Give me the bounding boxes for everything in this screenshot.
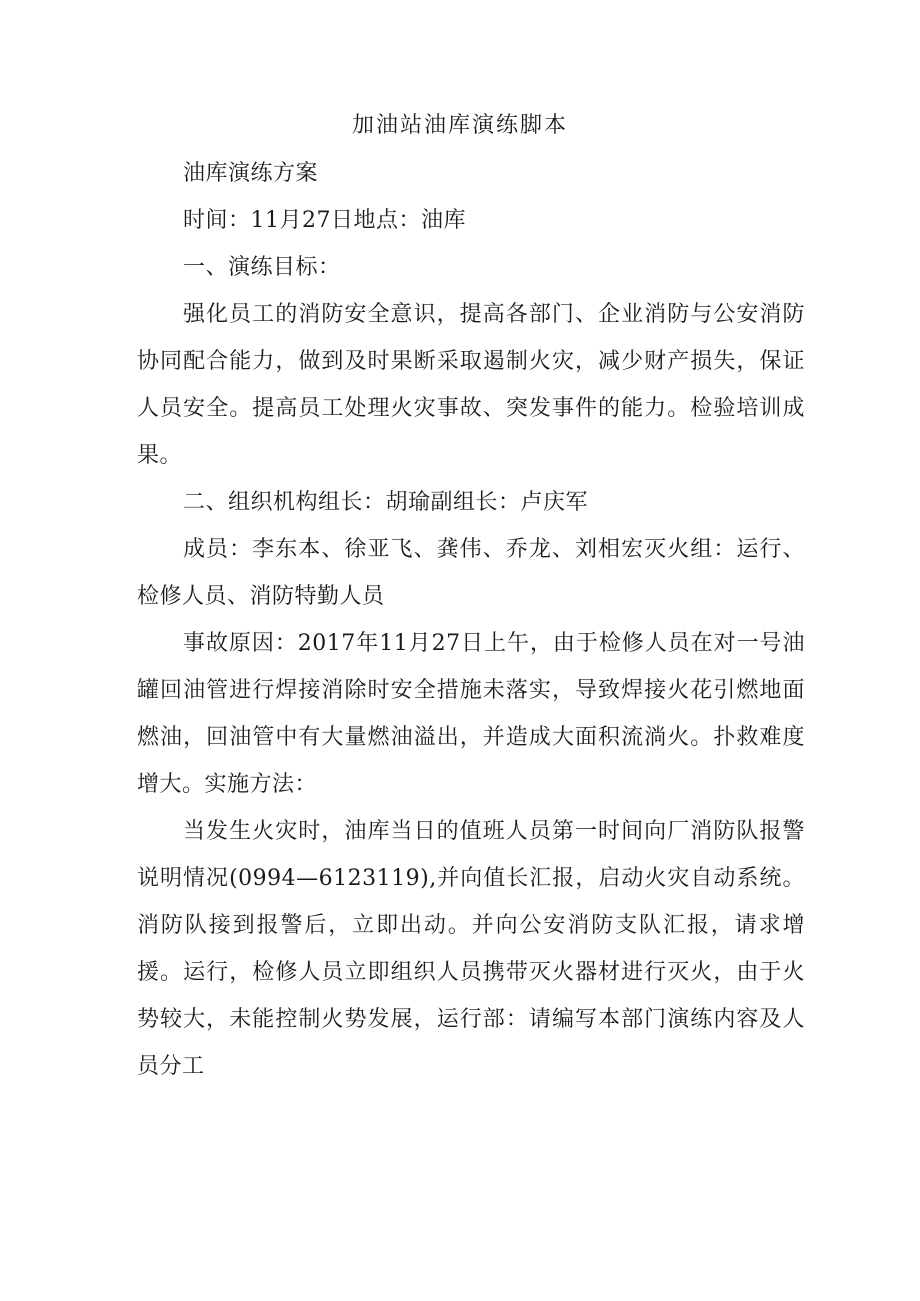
paragraph-accident-cause: 事故原因：2017年11月27日上午，由于检修人员在对一号油罐回油管进行焊接消除时安全措施未落实，导致焊接火花引燃地面燃油，回油管中有大量燃油溢出，并造成大面积流淌火。扑救难度增大。实施方法： <box>137 631 805 797</box>
paragraph-organization: 二、组织机构组长：胡瑜副组长：卢庆军 <box>183 490 589 515</box>
paragraph-plan-heading: 油库演练方案 <box>183 161 319 186</box>
paragraph-procedure: 当发生火灾时，油库当日的值班人员第一时间向厂消防队报警说明情况(0994—6123119),并向值长汇报，启动火灾自动系统。消防队接到报警后，立即出动。并向公安消防支队汇报，请求增援。运行，检修人员立即组织人员携带灭火器材进行灭火，由于火势较大，未能控制火势发展，运行部：请编写本部门演练内容及人员分工 <box>137 819 805 1079</box>
paragraph-members: 成员：李东本、徐亚飞、龚伟、乔龙、刘相宏灭火组：运行、检修人员、消防特勤人员 <box>137 537 805 609</box>
paragraph-section-goal-heading: 一、演练目标： <box>183 255 341 280</box>
paragraph-time-location: 时间：11月27日地点：油库 <box>183 208 466 233</box>
document-title: 加油站油库演练脚本 <box>351 113 568 138</box>
document-body <box>137 150 805 1090</box>
paragraph-goal-content: 强化员工的消防安全意识，提高各部门、企业消防与公安消防协同配合能力，做到及时果断采取遏制火灾，减少财产损失，保证人员安全。提高员工处理火灾事故、突发事件的能力。检验培训成果。 <box>137 302 805 468</box>
